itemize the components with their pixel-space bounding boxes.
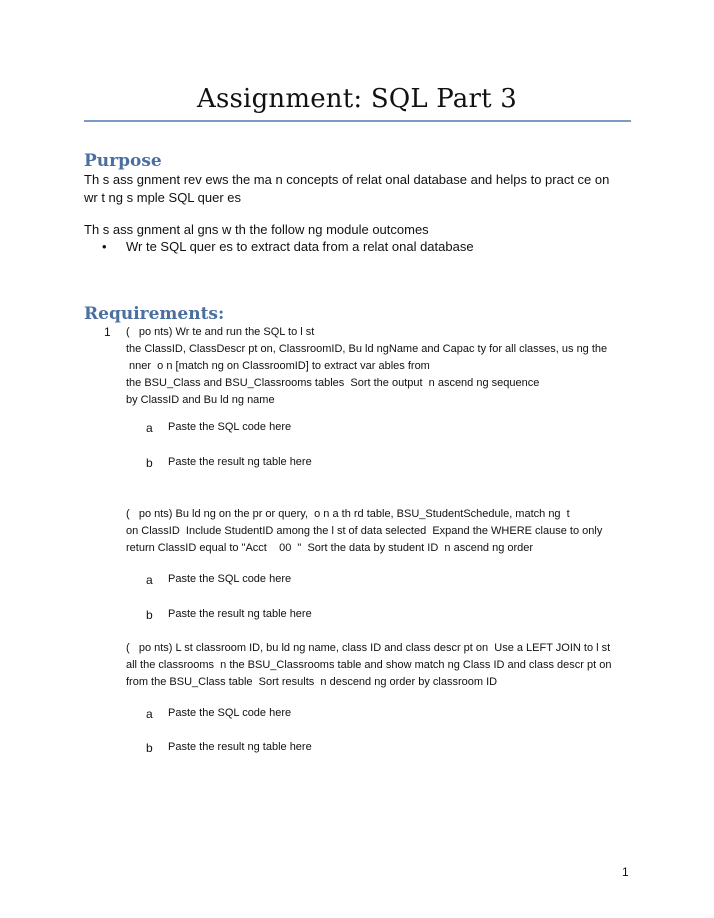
requirement-line: ( po nts) Wr te and run the SQL to l st [126, 326, 315, 338]
sub-item-paste-sql [146, 421, 291, 435]
requirement-number: 1 [104, 325, 111, 339]
requirement-line: the ClassID, ClassDescr pt on, ClassroomID, Bu ld ngName and Capac ty for all classes, us ng the [126, 343, 608, 355]
sub-item-text: Paste the SQL code here [168, 707, 292, 719]
sub-item-letter: a [146, 707, 153, 721]
title-underline [84, 120, 631, 122]
purpose-line-1: Th s ass gnment rev ews the ma n concepts of relat onal database and helps to pract ce on [84, 172, 610, 187]
sub-item-text: Paste the result ng table here [168, 741, 312, 753]
requirement-line: nner o n [match ng on ClassroomID] to extract var ables from [126, 360, 430, 372]
sub-item-text: Paste the SQL code here [168, 573, 292, 585]
sub-item-text: Paste the SQL code here [168, 421, 292, 433]
requirement-line: all the classrooms n the BSU_Classrooms table and show match ng Class ID and class descr pt on [126, 659, 612, 671]
requirement-3-text [126, 640, 646, 691]
sub-item-paste-sql [146, 573, 291, 587]
requirement-line: from the BSU_Class table Sort results n descend ng order by classroom ID [126, 676, 498, 688]
outcomes-intro: Th s ass gnment al gns w th the follow ng module outcomes [84, 222, 429, 237]
sub-item-letter: a [146, 421, 153, 435]
outcome-text: Wr te SQL quer es to extract data from a relat onal database [126, 239, 474, 254]
sub-item-paste-result [146, 741, 312, 755]
requirement-line: ( po nts) L st classroom ID, bu ld ng name, class ID and class descr pt on Use a LEFT JOIN to l st [126, 642, 611, 654]
requirement-line: by ClassID and Bu ld ng name [126, 394, 275, 406]
sub-item-letter: b [146, 741, 153, 755]
page-number: 1 [622, 865, 629, 879]
requirement-line: on ClassID Include StudentID among the l st of data selected Expand the WHERE clause to only [126, 525, 603, 537]
requirement-2-text [126, 506, 646, 557]
sub-item-paste-result [146, 608, 312, 622]
requirement-1-text [126, 324, 646, 409]
requirement-line: the BSU_Class and BSU_Classrooms tables Sort the output n ascend ng sequence [126, 377, 540, 389]
sub-item-letter: a [146, 573, 153, 587]
purpose-heading: Purpose [84, 151, 162, 171]
purpose-paragraph [84, 171, 609, 207]
sub-item-text: Paste the result ng table here [168, 608, 312, 620]
sub-item-letter: b [146, 456, 153, 470]
outcome-list-item [102, 239, 474, 254]
requirements-heading: Requirements: [84, 304, 225, 324]
sub-item-paste-sql [146, 707, 291, 721]
requirement-line: return ClassID equal to "Acct 00 " Sort the data by student ID n ascend ng order [126, 542, 534, 554]
bullet-icon: • [102, 239, 107, 254]
sub-item-letter: b [146, 608, 153, 622]
document-title: Assignment: SQL Part 3 [197, 84, 517, 114]
sub-item-text: Paste the result ng table here [168, 456, 312, 468]
purpose-line-2: wr t ng s mple SQL quer es [84, 190, 242, 205]
sub-item-paste-result [146, 456, 312, 470]
requirement-line: ( po nts) Bu ld ng on the pr or query, o n a th rd table, BSU_StudentSchedule, match ng t [126, 508, 570, 520]
